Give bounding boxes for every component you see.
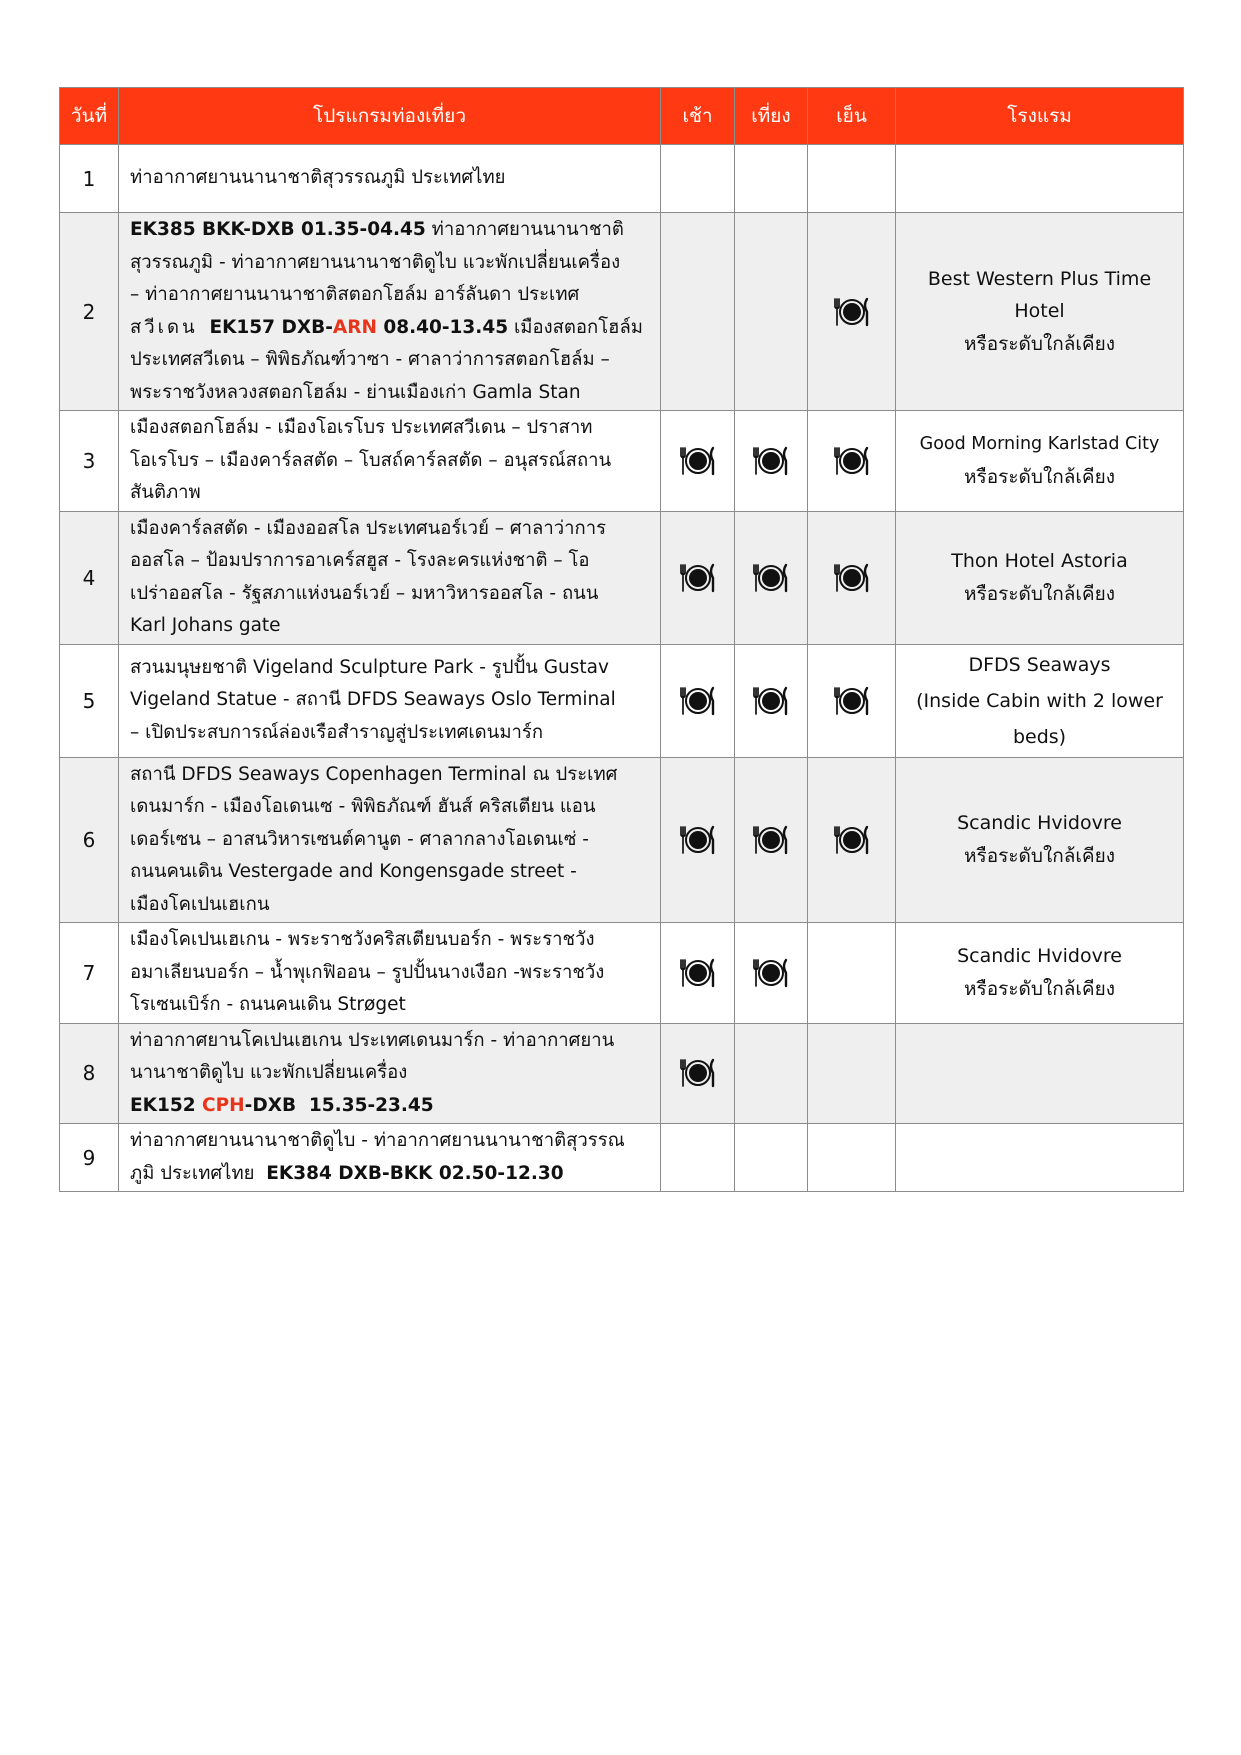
day-number: 4 (60, 511, 119, 644)
breakfast-cell (661, 145, 735, 213)
program-line: เดนมาร์ก - เมืองโอเดนเซ - พิพิธภัณฑ์ ฮันส์ คริสเตียน แอน (130, 796, 596, 817)
table-row (60, 1124, 1184, 1192)
hotel-note: หรือระดับใกล้เคียง (964, 465, 1115, 488)
hotel-cell (896, 145, 1184, 213)
flight-airport-highlight: ARN (332, 316, 377, 338)
hotel-name: Thon Hotel Astoria (951, 550, 1128, 572)
plate-fork-knife-icon (678, 823, 718, 857)
dinner-cell (808, 1023, 896, 1124)
program-line: – เปิดประสบการณ์ล่องเรือสำราญสู่ประเทศเดนมาร์ก (130, 721, 544, 743)
breakfast-cell (661, 757, 735, 923)
flight-time: 08.40-13.45 (376, 316, 509, 338)
day-number: 9 (60, 1124, 119, 1192)
plate-fork-knife-icon (751, 956, 791, 990)
plate-fork-knife-icon (678, 561, 718, 595)
hotel-cell (896, 511, 1184, 644)
hotel-note: (Inside Cabin with 2 lower beds) (916, 689, 1163, 748)
dinner-cell (808, 923, 896, 1024)
program-line: ท่าอากาศยานโคเปนเฮเกน ประเทศเดนมาร์ก - ท่าอากาศยาน (130, 1029, 615, 1051)
program-line: สุวรรณภูมิ - ท่าอากาศยานนานาชาติดูไบ แวะพักเปลี่ยนเครื่อง (130, 251, 621, 273)
program-text: ภูมิ ประเทศไทย (130, 1162, 261, 1184)
plate-fork-knife-icon (832, 684, 872, 718)
program-line: ประเทศสวีเดน – พิพิธภัณฑ์วาซา - ศาลาว่าการสตอกโฮล์ม – (130, 349, 610, 370)
program-cell (119, 213, 661, 411)
lunch-cell (735, 511, 808, 644)
table-header-row (60, 88, 1184, 145)
program-cell (119, 644, 661, 757)
header-dinner: เย็น (808, 88, 896, 145)
table-row (60, 644, 1184, 757)
day-number: 3 (60, 411, 119, 512)
day-number: 2 (60, 213, 119, 411)
program-line: อมาเลียนบอร์ก – น้ำพุเกฟิออน – รูปปั้นนางเงือก -พระราชวัง (130, 961, 605, 983)
flight-info: EK385 BKK-DXB 01.35-04.45 (130, 219, 426, 240)
plate-fork-knife-icon (832, 295, 872, 329)
table-row (60, 511, 1184, 644)
lunch-cell (735, 923, 808, 1024)
program-text: ท่าอากาศยานนานาชาติ (425, 219, 624, 240)
header-program: โปรแกรมท่องเที่ยว (119, 88, 661, 145)
hotel-note: หรือระดับใกล้เคียง (964, 977, 1115, 1000)
hotel-note: หรือระดับใกล้เคียง (964, 332, 1115, 355)
header-breakfast: เช้า (661, 88, 735, 145)
lunch-cell (735, 213, 808, 411)
itinerary-table (59, 87, 1184, 1192)
hotel-cell (896, 213, 1184, 411)
table-row (60, 923, 1184, 1024)
plate-fork-knife-icon (751, 823, 791, 857)
program-text: เมืองสตอกโฮล์ม (508, 316, 643, 338)
table-row (60, 145, 1184, 213)
program-line: ท่าอากาศยานนานาชาติดูไบ - ท่าอากาศยานนานาชาติสุวรรณ (130, 1130, 625, 1151)
day-number: 8 (60, 1023, 119, 1124)
dinner-cell (808, 213, 896, 411)
dinner-cell (808, 1124, 896, 1192)
program-line: ท่าอากาศยานนานาชาติสุวรรณภูมิ ประเทศไทย (130, 167, 506, 189)
program-line: พระราชวังหลวงสตอกโฮล์ม - ย่านเมืองเก่า Gamla Stan (130, 381, 581, 403)
program-line: Vigeland Statue - สถานี DFDS Seaways Oslo Terminal (130, 689, 616, 711)
dinner-cell (808, 644, 896, 757)
program-cell (119, 145, 661, 213)
program-line: โรเซนเบิร์ก - ถนนคนเดิน Strøget (130, 994, 406, 1015)
hotel-cell (896, 1023, 1184, 1124)
plate-fork-knife-icon (751, 561, 791, 595)
plate-fork-knife-icon (832, 823, 872, 857)
plate-fork-knife-icon (751, 684, 791, 718)
program-line: นานาชาติดูไบ แวะพักเปลี่ยนเครื่อง (130, 1062, 408, 1083)
program-line: เมืองคาร์ลสตัด - เมืองออสโล ประเทศนอร์เวย์ – ศาลาว่าการ (130, 517, 607, 539)
hotel-name: Scandic Hvidovre (957, 812, 1122, 835)
program-cell (119, 757, 661, 923)
table-row (60, 411, 1184, 512)
plate-fork-knife-icon (751, 444, 791, 478)
lunch-cell (735, 1124, 808, 1192)
breakfast-cell (661, 511, 735, 644)
table-row (60, 1023, 1184, 1124)
hotel-name: Best Western Plus Time Hotel (927, 267, 1152, 323)
program-line: โอเรโบร – เมืองคาร์ลสตัด – โบสถ์คาร์ลสตัด – อนุสรณ์สถาน (130, 449, 612, 471)
program-line: เมืองโคเปนเฮเกน (130, 893, 270, 915)
flight-time: -DXB 15.35-23.45 (244, 1094, 434, 1116)
dinner-cell (808, 757, 896, 923)
breakfast-cell (661, 411, 735, 512)
program-cell (119, 511, 661, 644)
day-number: 5 (60, 644, 119, 757)
program-cell (119, 1023, 661, 1124)
hotel-name: DFDS Seaways (968, 653, 1111, 676)
hotel-cell (896, 644, 1184, 757)
program-line: สถานี DFDS Seaways Copenhagen Terminal ณ ประเทศ (130, 763, 618, 785)
lunch-cell (735, 411, 808, 512)
flight-info: EK384 DXB-BKK 02.50-12.30 (266, 1162, 564, 1184)
breakfast-cell (661, 1124, 735, 1192)
hotel-note: หรือระดับใกล้เคียง (964, 582, 1115, 605)
table-row (60, 213, 1184, 411)
program-line: – ท่าอากาศยานนานาชาติสตอกโฮล์ม อาร์ลันดา ประเทศ (130, 284, 580, 305)
hotel-cell (896, 1124, 1184, 1192)
hotel-cell (896, 923, 1184, 1024)
program-line: สวนมนุษยชาติ Vigeland Sculpture Park - รูปปั้น Gustav (130, 656, 609, 678)
program-line: ออสโล – ป้อมปราการอาเคร์สฮูส - โรงละครแห่งชาติ – โอ (130, 550, 590, 571)
program-line: Karl Johans gate (130, 615, 281, 636)
program-line: เปร่าออสโล - รัฐสภาแห่งนอร์เวย์ – มหาวิหารออสโล - ถนน (130, 582, 599, 604)
program-text: สวีเดน (130, 316, 198, 338)
program-cell (119, 1124, 661, 1192)
lunch-cell (735, 145, 808, 213)
lunch-cell (735, 644, 808, 757)
plate-fork-knife-icon (678, 444, 718, 478)
table-row (60, 757, 1184, 923)
dinner-cell (808, 145, 896, 213)
plate-fork-knife-icon (832, 561, 872, 595)
day-number: 7 (60, 923, 119, 1024)
hotel-cell (896, 411, 1184, 512)
flight-info: EK152 (130, 1094, 203, 1116)
hotel-name: Scandic Hvidovre (957, 945, 1122, 968)
header-day: วันที่ (60, 88, 119, 145)
hotel-note: หรือระดับใกล้เคียง (964, 844, 1115, 867)
plate-fork-knife-icon (678, 1056, 718, 1090)
lunch-cell (735, 757, 808, 923)
program-line: เดอร์เซน – อาสนวิหารเซนต์คานูต - ศาลากลางโอเดนเซ่ - (130, 828, 589, 850)
program-line: ถนนคนเดิน Vestergade and Kongensgade street - (130, 861, 577, 882)
dinner-cell (808, 511, 896, 644)
flight-info: EK157 DXB- (209, 316, 333, 338)
program-cell (119, 923, 661, 1024)
breakfast-cell (661, 644, 735, 757)
plate-fork-knife-icon (832, 444, 872, 478)
breakfast-cell (661, 213, 735, 411)
program-line: เมืองโคเปนเฮเกน - พระราชวังคริสเตียนบอร์ก - พระราชวัง (130, 929, 595, 950)
plate-fork-knife-icon (678, 956, 718, 990)
hotel-name: Good Morning Karlstad City (919, 434, 1160, 455)
flight-airport-highlight: CPH (202, 1094, 245, 1116)
header-hotel: โรงแรม (896, 88, 1184, 145)
program-line: เมืองสตอกโฮล์ม - เมืองโอเรโบร ประเทศสวีเดน – ปราสาท (130, 417, 593, 438)
plate-fork-knife-icon (678, 684, 718, 718)
program-line: สันติภาพ (130, 482, 201, 503)
hotel-cell (896, 757, 1184, 923)
breakfast-cell (661, 1023, 735, 1124)
header-lunch: เที่ยง (735, 88, 808, 145)
lunch-cell (735, 1023, 808, 1124)
breakfast-cell (661, 923, 735, 1024)
day-number: 6 (60, 757, 119, 923)
program-cell (119, 411, 661, 512)
day-number: 1 (60, 145, 119, 213)
dinner-cell (808, 411, 896, 512)
